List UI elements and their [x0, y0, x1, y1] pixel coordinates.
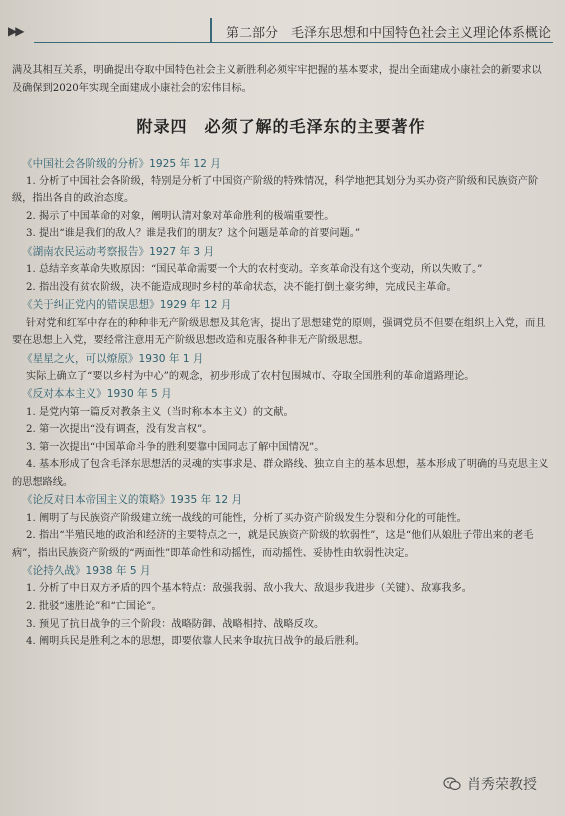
work-point: 针对党和红军中存在的种种非无产阶级思想及其危害，提出了思想建党的原则，强调党员不但要在组织上入党，而且要在思想上入党，要经常注意用无产阶级思想改造和克服各种非无产阶级思想。: [12, 317, 546, 347]
work-title: 《论持久战》1938 年 5 月: [22, 565, 151, 578]
work-point: 1. 分析了中日双方矛盾的四个基本特点：敌强我弱、敌小我大、敌退步我进步（关键）、敌寡我多。: [26, 583, 472, 595]
header-divider: [210, 18, 212, 43]
work-point: 2. 指出“半殖民地的政治和经济的主要特点之一，就是民族资产阶级的软弱性”，这是“他们从娘肚子带出来的老毛病”，指出民族资产阶级的“两面性”即革命性和动摇性，而动摇性、妥协性由软弱性决定。: [12, 530, 534, 559]
work-title: 《星星之火，可以燎原》1930 年 1 月: [22, 352, 204, 365]
work-point: 实际上确立了“要以乡村为中心”的观念，初步形成了农村包围城市、夺取全国胜利的革命道路理论。: [26, 370, 475, 382]
work-title: 《中国社会各阶级的分析》1925 年 12 月: [22, 157, 221, 170]
work-point: 4. 阐明兵民是胜利之本的思想，即要依靠人民来争取抗日战争的最后胜利。: [26, 636, 365, 648]
work-point: 1. 是党内第一篇反对教条主义（当时称本本主义）的文献。: [26, 406, 294, 418]
work-point: 3. 提出“谁是我们的敌人？谁是我们的朋友？这个问题是革命的首要问题。”: [26, 228, 361, 240]
header-rule: [34, 42, 553, 43]
work-title: 《湖南农民运动考察报告》1927 年 3 月: [22, 246, 215, 259]
work-point: 3. 第一次提出“中国革命斗争的胜利要靠中国同志了解中国情况”。: [26, 441, 325, 453]
work-point: 1. 阐明了与民族资产阶级建立统一战线的可能性，分析了买办资产阶级发生分裂和分化的可能性。: [26, 512, 467, 524]
wechat-icon: [443, 777, 461, 791]
appendix-title: 附录四 必须了解的毛泽东的主要著作: [136, 117, 426, 137]
work-point: 2. 批驳“速胜论”和“亡国论”。: [26, 600, 162, 612]
header-arrows: ▶▶: [8, 24, 23, 38]
work-point: 1. 分析了中国社会各阶级，特别是分析了中国资产阶级的特殊情况，科学地把其划分为买办资产阶级和民族资产阶级，指出各自的政治态度。: [12, 175, 539, 205]
header-title: 第二部分 毛泽东思想和中国特色社会主义理论体系概论: [225, 26, 551, 41]
intro-paragraph: 满及其相互关系，明确提出夺取中国特色社会主义新胜利必须牢牢把握的基本要求，提出全面建成小康社会的新要求以及确保到2020年实现全面建成小康社会的宏伟目标。: [12, 65, 542, 94]
works-list: [12, 155, 550, 651]
page-content: [12, 62, 550, 651]
watermark-text: 肖秀荣教授: [467, 777, 537, 793]
work-point: 2. 揭示了中国革命的对象，阐明认清对象对革命胜利的极端重要性。: [26, 210, 335, 222]
work-point: 1. 总结辛亥革命失败原因：“国民革命需要一个大的农村变动。辛亥革命没有这个变动，所以失败了。”: [26, 264, 483, 276]
work-title: 《论反对日本帝国主义的策略》1935 年 12 月: [22, 494, 243, 507]
work-title: 《关于纠正党内的错误思想》1929 年 12 月: [22, 299, 232, 312]
work-point: 4. 基本形成了包含毛泽东思想活的灵魂的实事求是、群众路线、独立自主的基本思想，基本形成了明确的马克思主义的思想路线。: [12, 459, 549, 488]
page-header: [0, 18, 565, 52]
work-point: 2. 指出没有贫农阶级，决不能造成现时乡村的革命状态，决不能打倒土豪劣绅，完成民主革命。: [26, 281, 457, 293]
work-point: 3. 预见了抗日战争的三个阶段：战略防御、战略相持、战略反攻。: [26, 618, 325, 630]
watermark: [443, 774, 537, 794]
work-title: 《反对本本主义》1930 年 5 月: [22, 388, 172, 401]
work-point: 2. 第一次提出“没有调查，没有发言权”。: [26, 424, 213, 436]
